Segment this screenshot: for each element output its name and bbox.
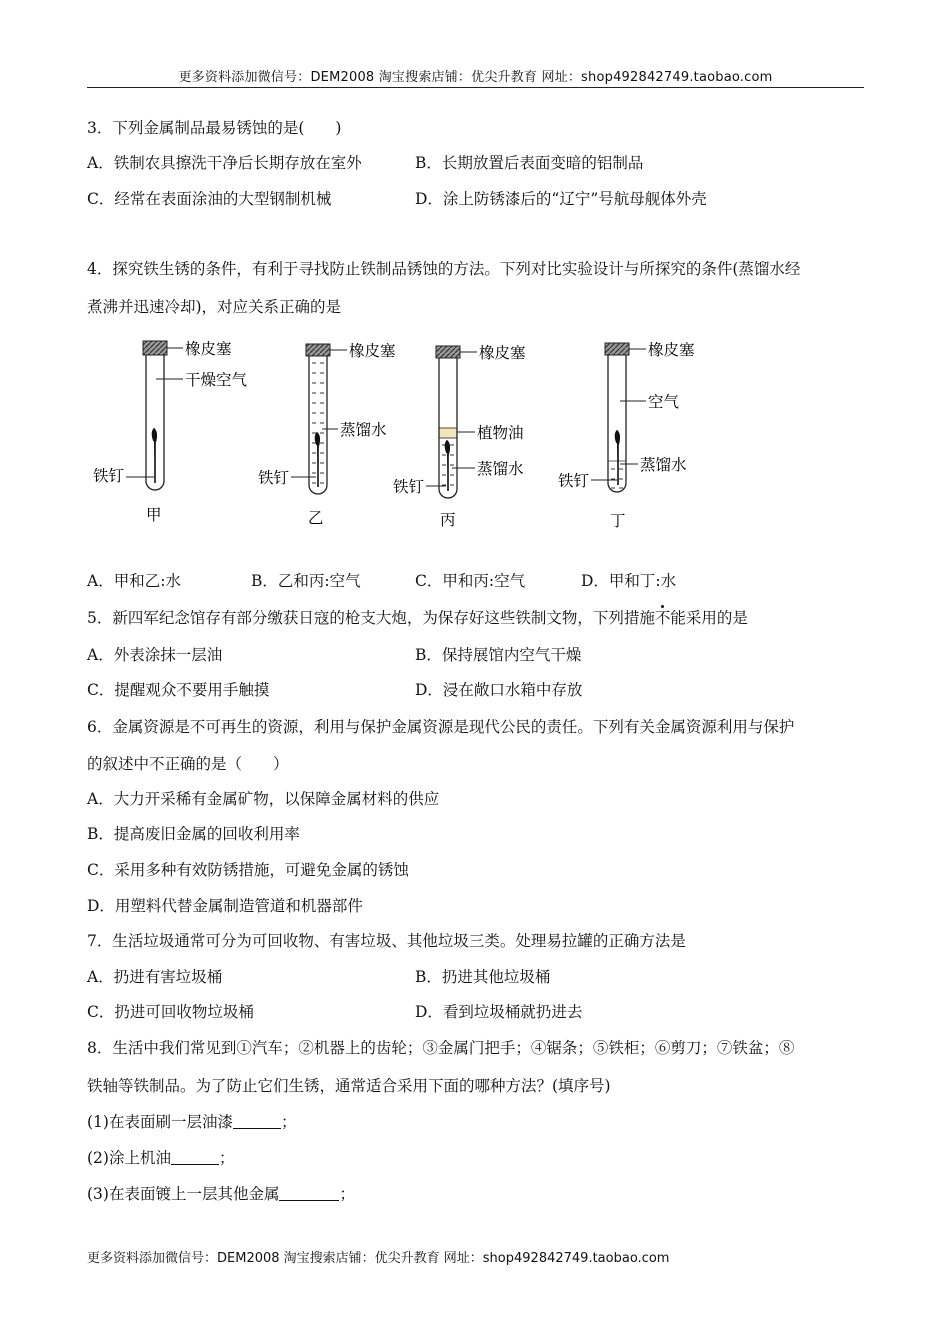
q4-option-b: B．乙和丙:空气: [251, 572, 361, 590]
q8-stem-line2: 铁轴等铁制品。为了防止它们生锈，通常适合采用下面的哪种方法？(填序号): [87, 1077, 611, 1095]
stopper: [306, 344, 330, 356]
q5-option-c: C．提醒观众不要用手触摸: [87, 681, 270, 699]
tube-yi: [258, 342, 396, 527]
q6-stem-line1: 6．金属资源是不可再生的资源，利用与保护金属资源是现代公民的责任。下列有关金属资源利用与保护: [87, 718, 795, 736]
iron-nail: [153, 429, 157, 483]
q8-part1-label: (1)在表面刷一层油漆: [87, 1113, 233, 1131]
label-water: 蒸馏水: [640, 456, 687, 474]
q3-option-c: C．经常在表面涂油的大型钢制机械: [87, 190, 332, 208]
q5-stem-post: 采用的是: [685, 609, 748, 627]
q3-option-b: B．长期放置后表面变暗的铝制品: [415, 154, 644, 172]
label-oil: 植物油: [477, 424, 524, 442]
label-stopper: 橡皮塞: [349, 342, 396, 360]
q8-part2: [87, 1148, 234, 1168]
q7-option-a: A．扔进有害垃圾桶: [87, 968, 223, 986]
label-air: 空气: [648, 393, 680, 411]
label-nail: 铁钉: [393, 478, 425, 496]
label-nail: 铁钉: [558, 472, 590, 490]
q3-option-a: A．铁制农具擦洗干净后长期存放在室外: [87, 154, 362, 172]
tube-ding: [558, 341, 695, 530]
q4-experiment-figure: [90, 333, 730, 533]
label-stopper: 橡皮塞: [648, 341, 695, 359]
q8-part1-end: ；: [280, 1113, 297, 1131]
answer-blank-2[interactable]: [171, 1150, 219, 1165]
stopper: [143, 341, 167, 355]
page-header: 更多资料添加微信号：DEM2008 淘宝搜索店铺：优尖升教育 网址：shop492842749.taobao.com: [178, 70, 773, 85]
q5-option-d: D．浸在敞口水箱中存放: [415, 681, 583, 699]
label-stopper: 橡皮塞: [185, 340, 232, 358]
q5-option-b: B．保持展馆内空气干燥: [415, 646, 582, 664]
q6-option-b: B．提高废旧金属的回收利用率: [87, 825, 300, 843]
q5-stem-emphasis: 不能: [654, 609, 686, 627]
q8-part3: [87, 1184, 355, 1204]
tube-jia: [93, 340, 248, 524]
stopper: [436, 346, 460, 358]
answer-blank-1[interactable]: [233, 1114, 281, 1129]
label-water: 蒸馏水: [477, 460, 524, 478]
q5-stem: [87, 608, 748, 628]
q4-stem-line1: 4．探究铁生锈的条件，有利于寻找防止铁制品锈蚀的方法。下列对比实验设计与所探究的条件(蒸馏水经: [87, 260, 801, 278]
q8-part3-label: (3)在表面镀上一层其他金属: [87, 1185, 280, 1203]
q8-part2-end: ；: [218, 1149, 235, 1167]
q7-option-c: C．扔进可回收物垃圾桶: [87, 1003, 254, 1021]
q8-stem-line1: 8．生活中我们常见到①汽车；②机器上的齿轮；③金属门把手；④锯条；⑤铁柜；⑥剪刀；⑦铁盆；⑧: [87, 1039, 795, 1057]
distilled-water: [611, 469, 623, 488]
q4-stem-line2: 煮沸并迅速冷却)，对应关系正确的是: [87, 298, 342, 316]
test-tube: [608, 355, 626, 492]
q6-stem-line2: 的叙述中不正确的是（ ）: [87, 755, 289, 773]
stopper: [605, 343, 629, 355]
tube-name: 丙: [440, 511, 456, 529]
tube-name: 甲: [146, 506, 162, 524]
q3-stem: 3．下列金属制品最易锈蚀的是( ): [87, 119, 342, 137]
answer-blank-3[interactable]: [279, 1186, 339, 1201]
q8-part3-end: ；: [339, 1185, 355, 1203]
label-stopper: 橡皮塞: [479, 344, 526, 362]
tube-bing: [393, 344, 526, 529]
q4-option-c: C．甲和丙:空气: [415, 572, 526, 590]
tube-name: 丁: [610, 512, 626, 530]
label-nail: 铁钉: [258, 469, 290, 487]
iron-nail: [616, 431, 620, 485]
q4-option-a: A．甲和乙:水: [87, 572, 181, 590]
q4-option-d: D．甲和丁:水: [581, 572, 677, 590]
q8-part2-label: (2)涂上机油: [87, 1149, 171, 1167]
vegetable-oil-layer: [439, 428, 457, 438]
q7-option-d: D．看到垃圾桶就扔进去: [415, 1003, 583, 1021]
q7-stem: 7．生活垃圾通常可分为可回收物、有害垃圾、其他垃圾三类。处理易拉罐的正确方法是: [87, 932, 686, 950]
q5-stem-pre: 5．新四军纪念馆存有部分缴获日寇的枪支大炮，为保存好这些铁制文物，下列措施: [87, 609, 655, 627]
label-water: 蒸馏水: [340, 421, 387, 439]
iron-nail: [446, 441, 450, 491]
q8-part1: [87, 1112, 296, 1132]
label-dry-air: 干燥空气: [185, 371, 248, 389]
q6-option-c: C．采用多种有效防锈措施，可避免金属的锈蚀: [87, 861, 409, 879]
label-nail: 铁钉: [93, 467, 125, 485]
q6-option-a: A．大力开采稀有金属矿物，以保障金属材料的供应: [87, 790, 440, 808]
page-footer: 更多资料添加微信号：DEM2008 淘宝搜索店铺：优尖升教育 网址：shop492842749.taobao.com: [87, 1251, 670, 1266]
header-divider: [87, 87, 864, 88]
q7-option-b: B．扔进其他垃圾桶: [415, 968, 551, 986]
q5-option-a: A．外表涂抹一层油: [87, 646, 223, 664]
tube-name: 乙: [308, 509, 324, 527]
iron-nail: [316, 433, 320, 487]
q6-option-d: D．用塑料代替金属制造管道和机器部件: [87, 897, 363, 915]
q3-option-d: D．涂上防锈漆后的“辽宁”号航母舰体外壳: [415, 190, 707, 208]
